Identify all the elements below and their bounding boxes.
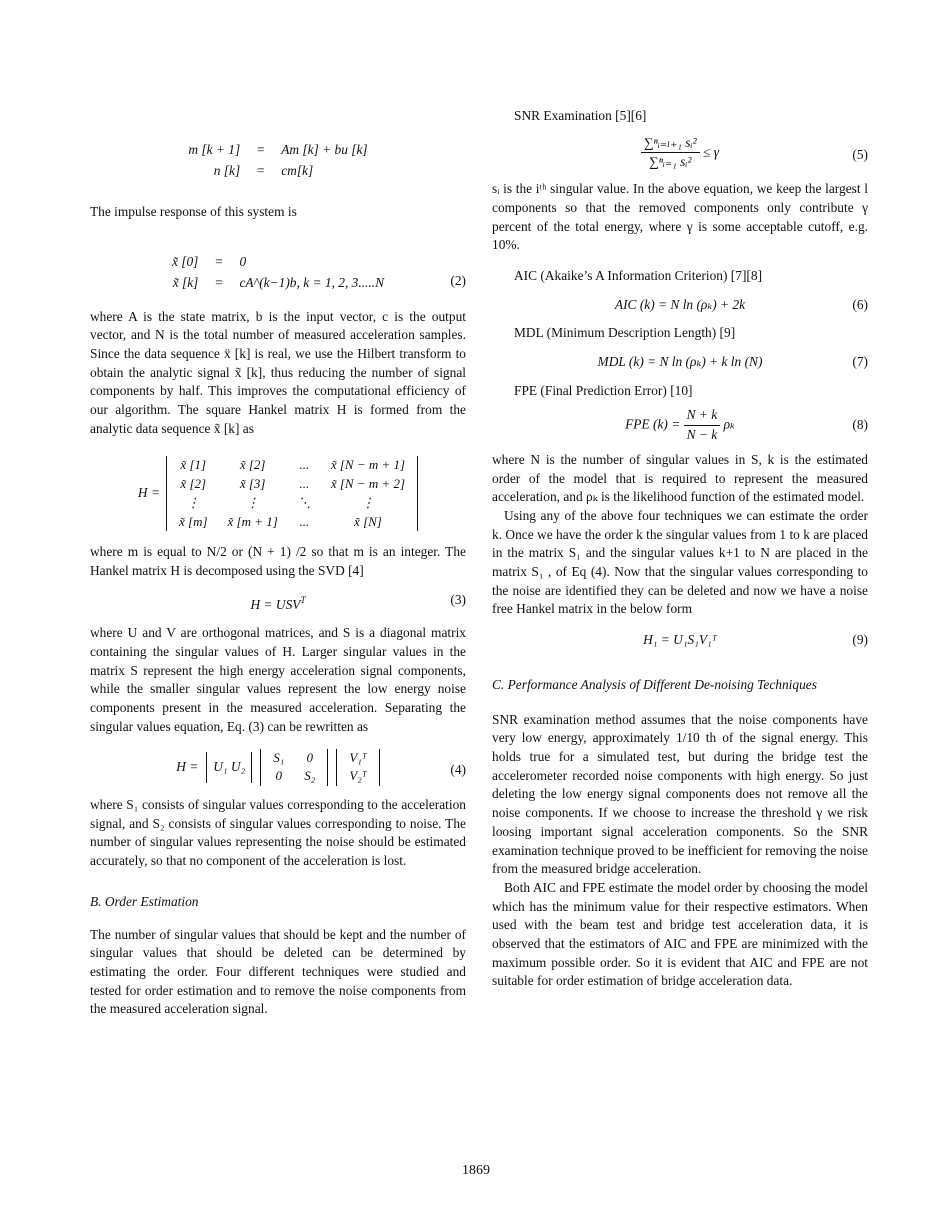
equation-9 [492, 631, 868, 650]
paragraph-impulse: The impulse response of this system is [90, 204, 297, 220]
eq1-row2-rhs: cm[k] [281, 162, 314, 178]
eq5-number: (5) [852, 146, 868, 162]
hankel-cell: ⋮ [186, 494, 200, 510]
eq7-number: (7) [852, 354, 868, 370]
hankel-cell: x̃ [N − m + 2] [330, 476, 406, 492]
hankel-cell: x̃ [N] [354, 513, 382, 529]
eq4-s-cell: 0 [275, 768, 283, 784]
hankel-row [169, 475, 415, 494]
eq7-text: MDL (k) = N ln (ρₖ) + k ln (N) [597, 354, 763, 370]
paragraph-n-definition: where N is the number of singular values in S, k is the estimated order of the model that is required to represent the measured acceleration, and ρₖ is the likelihood function of the estimated model. [492, 451, 868, 505]
paragraph-singular-value: sᵢ is the iᵗʰ singular value. In the above equation, we keep the largest l components so that the removed components only contribute γ percent of the total energy, where γ is some acceptable cutoff, e.g. 10%. [492, 181, 868, 253]
eq2-row1-rhs: 0 [239, 254, 247, 270]
paragraph-state-matrix: where A is the state matrix, b is the input vector, c is the output vector, and N is the total number of measured acceleration samples. Since the data sequence ẍ [k] is real, we use the Hilbert transform to obtain the analytic signal x̃ [k], thus reducing the number of signal components by half. This improves the computational efficiency of our algorithm. The square Hankel matrix H is formed from the analytic data sequence x̃ [k] as [90, 308, 466, 436]
eq8-numerator: N + k [684, 406, 721, 426]
eq4-v-cell: V₂ᵀ [349, 768, 367, 784]
hankel-cell: ⋱ [297, 494, 311, 510]
paragraph-snr-method: SNR examination method assumes that the noise components have very low energy, approximately 1/10 th of the signal energy. This holds true for a simulated test, but during the bridge test the accelerometer recorded noise components with high energy. So just deleting the low energy signal components does not remove all the noise components. If we choose to increase the threshold γ we risk loosing important signal acceleration components. So the SNR examination technique proved to be inefficient for removing the noise from the measured bridge acceleration. [492, 711, 868, 877]
hankel-matrix [90, 456, 466, 531]
hankel-table [169, 456, 415, 531]
hankel-cell: ... [299, 513, 310, 529]
left-column [90, 102, 466, 1019]
paragraph-s1-s2: where S₁ consists of singular values corresponding to the acceleration signal, and S₂ consists of singular values corresponding to noise. The number of singular values representing the noise should be estimated accurately, so that no component of the acceleration is lost. [90, 796, 466, 869]
equation-6 [492, 296, 868, 315]
eq2-row2-lhs: x̃ [k] [172, 274, 199, 290]
hankel-cell: x̃ [3] [239, 476, 266, 492]
paragraph-m-definition: where m is equal to N/2 or (N + 1) /2 so that m is an integer. The Hankel matrix H is decomposed using the SVD [4] [90, 544, 466, 578]
eq2-row1-lhs: x̃ [0] [171, 254, 199, 270]
equation-5 [492, 134, 868, 172]
eq3-number: (3) [450, 591, 466, 607]
label-snr: SNR Examination [5][6] [514, 108, 647, 123]
label-aic: AIC (Akaike’s A Information Criterion) [7][8] [514, 267, 763, 283]
eq3-text: H = USV [250, 596, 301, 612]
hankel-cell: ... [299, 476, 310, 492]
hankel-cell: x̃ [1] [180, 457, 207, 473]
paragraph-using-techniques: Using any of the above four techniques we can estimate the order k. Once we have the order k the singular values from 1 to k are placed in the matrix S₁ and the singular values k+1 to N are placed in the matrix S₁ , of Eq (4). Now that the singular values corresponding to the noise are identified they can be deleted and now we have a noise free Hankel matrix in the below form [492, 507, 868, 617]
equation-4 [90, 749, 466, 786]
eq8-number: (8) [852, 417, 868, 433]
equation-8 [492, 406, 868, 444]
eq4-v-cell: V₁ᵀ [349, 749, 367, 765]
hankel-row [169, 513, 415, 532]
hankel-cell: ⋮ [361, 494, 375, 510]
heading-order-estimation: B. Order Estimation [90, 893, 199, 909]
eq4-s-block [260, 749, 328, 786]
eq5-relation: ≤ γ [703, 143, 719, 159]
eq8-rhs: ρₖ [723, 416, 735, 432]
eq9-text: H₁ = U₁S₁V₁ᵀ [643, 632, 717, 648]
eq9-number: (9) [852, 632, 868, 648]
eq6-text: AIC (k) = N ln (ρₖ) + 2k [614, 296, 746, 312]
paragraph-orthogonal: where U and V are orthogonal matrices, and S is a diagonal matrix containing the singular values of H. Larger singular values in the matrix S represent the high energy acceleration signal components, while the smaller singular values represent the low energy noise components present in the measured acceleration. Separating the singular values equation, Eq. (3) can be rewritten as [90, 625, 466, 734]
hankel-cell: x̃ [N − m + 1] [330, 457, 406, 473]
eq4-s-cell: 0 [306, 749, 314, 765]
page-number: 1869 [462, 1163, 490, 1178]
eq1-row2-lhs: n [k] [213, 162, 241, 178]
equation-1: m [k + 1] = Am [k] + bu [k] n [k] = cm[k] [90, 140, 466, 181]
hankel-bracket [166, 456, 418, 531]
eq4-lhs: H = [176, 758, 199, 774]
eq1-row1-rhs: Am [k] + bu [k] [281, 142, 368, 157]
eq5-denominator: ∑ⁿᵢ₌₁ sᵢ² [649, 154, 692, 170]
equation-3 [90, 591, 466, 615]
eq8-fraction [684, 406, 721, 444]
hankel-cell: ⋮ [246, 494, 260, 510]
eq3-sup: T [300, 594, 306, 605]
hankel-row [169, 494, 415, 513]
eq1-row1-lhs: m [k + 1] [188, 142, 241, 157]
equation-2: x̃ [0] = 0 x̃ [k] = cA^(k−1)b, k = 1, 2, 3.....N (2) [90, 252, 466, 293]
heading-performance-analysis: C. Performance Analysis of Different De-noising Techniques [492, 676, 817, 692]
eq4-s-cell: S₁ [273, 749, 285, 765]
equation-7 [492, 353, 868, 372]
eq4-u-block: U₁ U₂ [206, 752, 252, 783]
eq4-v-block [336, 749, 379, 786]
hankel-cell: x̃ [m + 1] [227, 513, 278, 529]
eq5-fraction [641, 134, 700, 172]
eq5-numerator: ∑ⁿᵢ₌ₗ₊₁ sᵢ² [641, 134, 700, 154]
paragraph-aic-fpe: Both AIC and FPE estimate the model order by choosing the model which has the minimum value for their respective estimators. When used with the beam test and bridge test acceleration data, it is observed that the estimators of AIC and FPE are minimized with the maximum possible order. So it is evident that AIC and FPE are not suitable for order estimation of bridge acceleration data. [492, 879, 868, 989]
hankel-cell: x̃ [2] [180, 476, 207, 492]
paragraph-order-estimation: The number of singular values that should be kept and the number of singular values that should be deleted can be determined by estimating the order. Four different techniques were studied and tested for order estimation and to remove the noise components from the measured acceleration signal. [90, 926, 466, 1017]
hankel-cell: x̃ [m] [178, 513, 208, 529]
eq8-denominator: N − k [686, 427, 718, 443]
eq2-row2-rhs: cA^(k−1)b, k = 1, 2, 3.....N [239, 274, 385, 290]
hankel-cell: ... [299, 457, 310, 473]
hankel-row [169, 456, 415, 475]
eq8-lhs: FPE (k) = [625, 416, 681, 432]
hankel-cell: x̃ [2] [239, 457, 266, 473]
right-column [492, 102, 868, 991]
eq4-number: (4) [450, 761, 466, 777]
eq2-number: (2) [450, 273, 466, 289]
label-mdl: MDL (Minimum Description Length) [9] [514, 325, 736, 341]
label-fpe: FPE (Final Prediction Error) [10] [514, 382, 693, 398]
eq4-s-cell: S₂ [304, 768, 316, 784]
hankel-lhs: H = [137, 485, 160, 501]
eq6-number: (6) [852, 296, 868, 312]
